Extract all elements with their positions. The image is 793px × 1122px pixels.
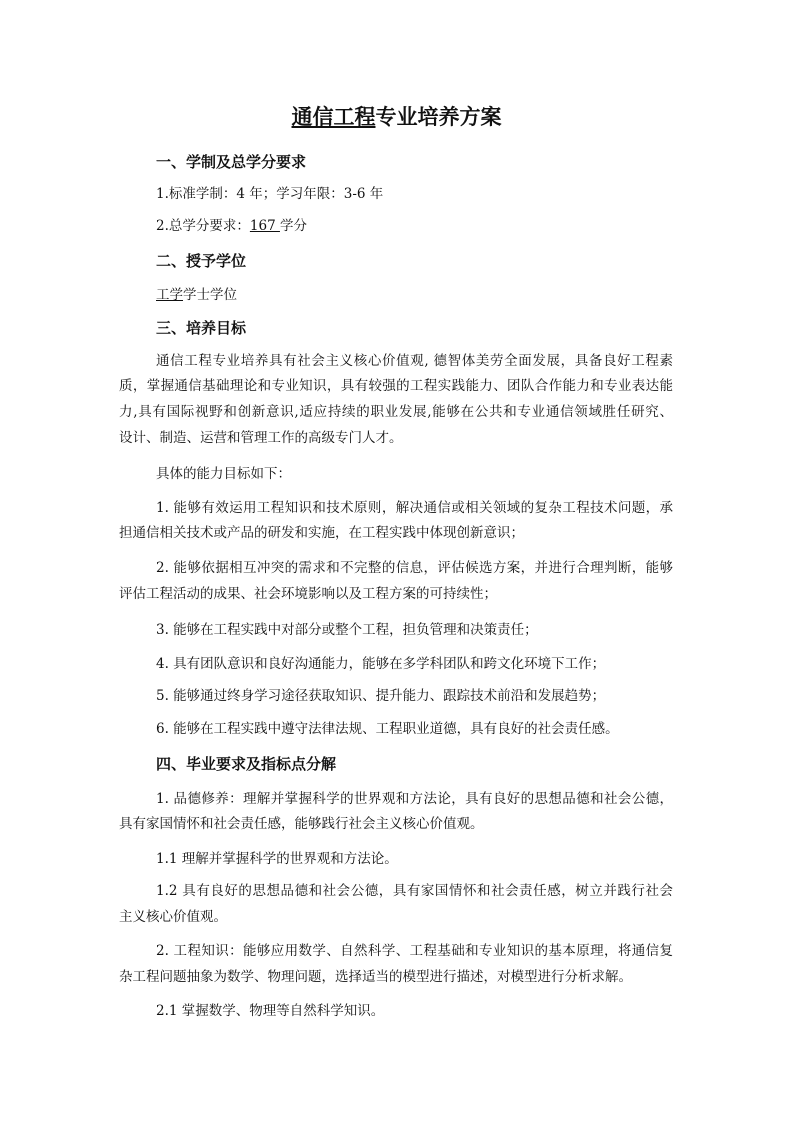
goal-item: 2. 能够依据相互冲突的需求和不完整的信息，评估候选方案，并进行合理判断，能够 [156,560,673,576]
degree [156,286,237,304]
goal-item: 1. 能够有效运用工程知识和技术原则，解决通信或相关领域的复杂工程技术问题，承 [156,500,673,516]
section-heading-2: 二、授予学位 [156,252,247,270]
total-credits [156,217,307,235]
title-underlined: 通信工程 [291,105,376,129]
title-rest: 专业培养方案 [375,105,502,129]
requirement-item-cont: 主义核心价值观。 [119,909,227,925]
paragraph-line: 力,具有国际视野和创新意识,适应持续的职业发展,能够在公共和专业通信领域胜任研究、 [119,404,673,420]
section-heading-1: 一、学制及总学分要求 [156,153,307,171]
credits-label: 2.总学分要求： [156,218,250,234]
requirement-item: 2.1 掌握数学、物理等自然科学知识。 [156,1003,385,1019]
study-duration: 1.标准学制：4 年；学习年限：3-6 年 [156,186,384,202]
goals-lead: 具体的能力目标如下： [156,466,291,482]
paragraph-line: 设计、制造、运营和管理工作的高级专门人才。 [119,430,403,446]
goal-item: 4. 具有团队意识和良好沟通能力，能够在多学科团队和跨文化环境下工作； [156,656,606,672]
goal-item: 3. 能够在工程实践中对部分或整个工程，担负管理和决策责任； [156,622,538,638]
goal-item: 5. 能够通过终身学习途径获取知识、提升能力、跟踪技术前沿和发展趋势； [156,688,606,704]
goal-item-cont: 担通信相关技术或产品的研发和实施，在工程实践中体现创新意识； [119,525,524,541]
goal-item-cont: 评估工程活动的成果、社会环境影响以及工程方案的可持续性； [119,586,497,602]
document-title [0,104,793,130]
requirement-item: 1.1 理解并掌握科学的世界观和方法论。 [156,851,398,867]
paragraph-line: 质，掌握通信基础理论和专业知识，具有较强的工程实践能力、团队合作能力和专业表达能 [119,378,673,394]
credits-value: 167 [249,218,280,234]
requirement-item-cont: 杂工程问题抽象为数学、物理问题，选择适当的模型进行描述，对模型进行分析求解。 [119,969,632,985]
requirement-item: 2. 工程知识：能够应用数学、自然科学、工程基础和专业知识的基本原理，将通信复 [156,943,673,959]
goal-item: 6. 能够在工程实践中遵守法律法规、工程职业道德，具有良好的社会责任感。 [156,721,619,737]
requirement-item: 1.2 具有良好的思想品德和社会公德，具有家国情怀和社会责任感，树立并践行社会 [156,883,673,899]
requirement-item: 1. 品德修养：理解并掌握科学的世界观和方法论，具有良好的思想品德和社会公德， [156,791,673,807]
degree-type: 学士学位 [183,287,237,303]
section-heading-4: 四、毕业要求及指标点分解 [156,755,337,773]
credits-unit: 学分 [279,218,307,234]
requirement-item-cont: 具有家国情怀和社会责任感，能够践行社会主义核心价值观。 [119,816,484,832]
degree-field: 工学 [156,287,183,303]
paragraph-line: 通信工程专业培养具有社会主义核心价值观, 德智体美劳全面发展，具备良好工程素 [156,353,673,369]
section-heading-3: 三、培养目标 [156,319,247,337]
